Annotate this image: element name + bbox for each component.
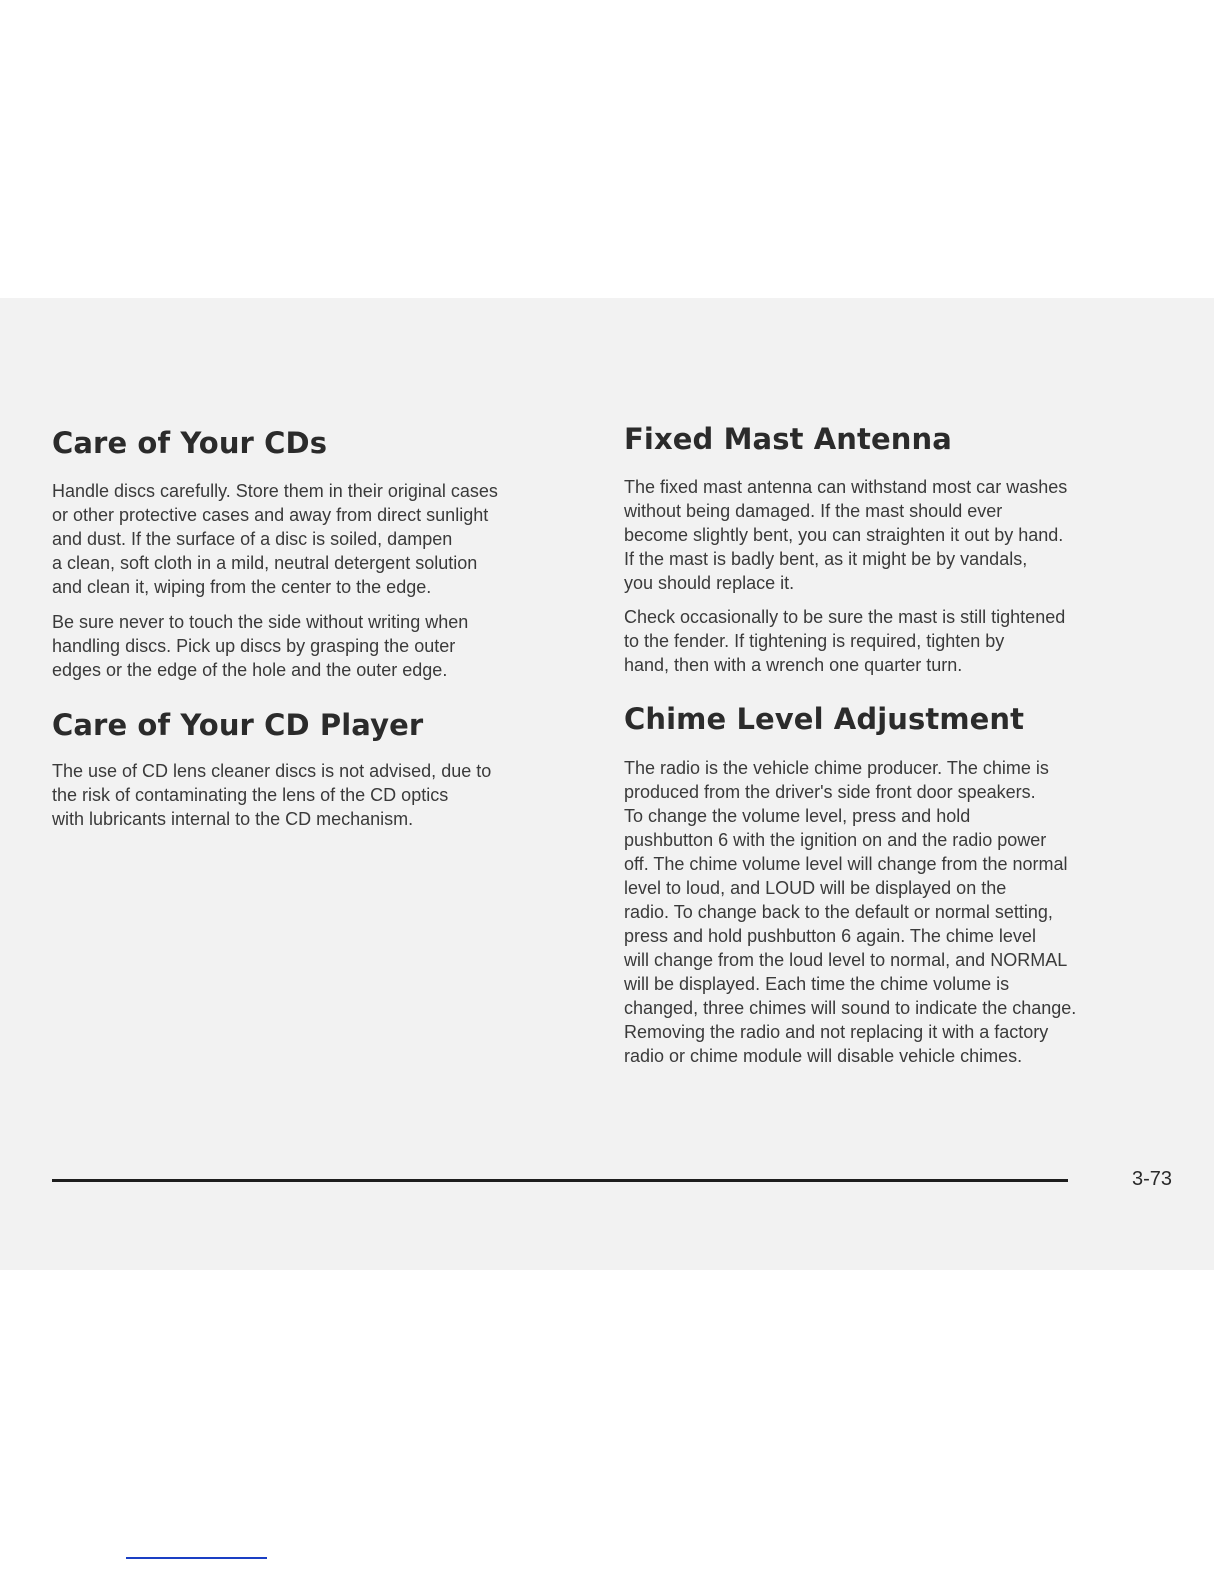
- antenna-car-wash-paragraph: The fixed mast antenna can withstand most car washes without being damaged. If the mast should ever become slightly bent, you can straighten it out by hand. If the mast is badly bent, as it might be by vandals, you should replace it.: [624, 477, 1068, 593]
- care-of-your-cds-heading: Care of Your CDs: [52, 426, 328, 460]
- antenna-tightening-paragraph: Check occasionally to be sure the mast is still tightened to the fender. If tightening is required, tighten by hand, then with a wrench one quarter turn.: [624, 607, 1066, 675]
- page-number: 3-73: [1131, 1168, 1172, 1190]
- chime-level-adjustment-heading: Chime Level Adjustment: [624, 702, 1025, 736]
- manual-page: [0, 298, 1214, 1270]
- footer-rule: [52, 1179, 1068, 1182]
- link-underline[interactable]: [126, 1557, 267, 1559]
- fixed-mast-antenna-heading: Fixed Mast Antenna: [624, 422, 952, 456]
- cd-player-cleaner-paragraph: The use of CD lens cleaner discs is not advised, due to the risk of contaminating the lens of the CD optics with lubricants internal to the CD mechanism.: [52, 761, 492, 829]
- cds-touching-paragraph: Be sure never to touch the side without writing when handling discs. Pick up discs by grasping the outer edges or the edge of the hole and the outer edge.: [52, 612, 469, 680]
- care-of-your-cd-player-heading: Care of Your CD Player: [52, 708, 424, 742]
- cds-handling-paragraph: Handle discs carefully. Store them in their original cases or other protective cases and away from direct sunlight and dust. If the surface of a disc is soiled, dampen a clean, soft cloth in a mild, neutral detergent solution and clean it, wiping from the center to the edge.: [52, 481, 498, 597]
- chime-adjustment-paragraph: The radio is the vehicle chime producer. The chime is produced from the driver's side front door speakers. To change the volume level, press and hold pushbutton 6 with the ignition on and the radio power off. The chime volume level will change from the normal level to loud, and LOUD will be displayed on the radio. To change back to the default or normal setting, press and hold pushbutton 6 again. The chime level will change from the loud level to normal, and NORMAL will be displayed. Each time the chime volume is changed, three chimes will sound to indicate the change. Removing the radio and not replacing it with a factory radio or chime module will disable vehicle chimes.: [624, 758, 1077, 1066]
